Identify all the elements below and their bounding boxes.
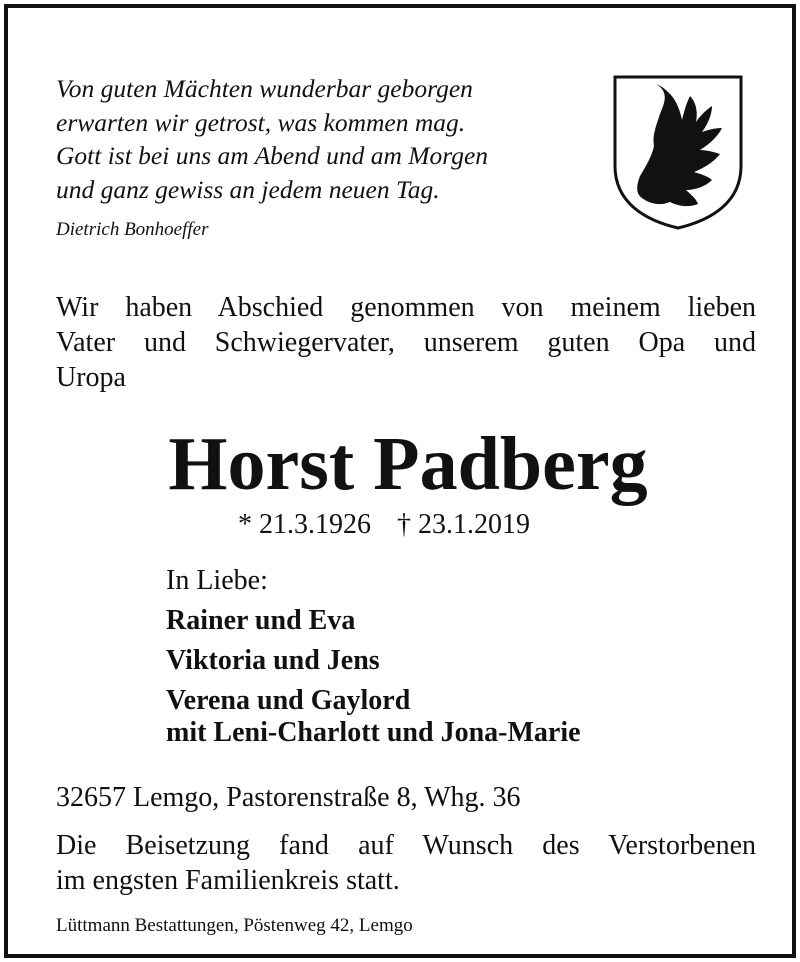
mourner-line: Viktoria und Jens xyxy=(166,645,380,676)
antler-coat-of-arms-icon xyxy=(612,74,744,230)
poem-line: erwarten wir getrost, was kommen mag. xyxy=(56,107,466,137)
notice-line: Die Beisetzung fand auf Wunsch des Verstorbenen xyxy=(56,830,756,861)
poem-author: Dietrich Bonhoeffer xyxy=(56,219,209,240)
mourner-line: mit Leni-Charlott und Jona-Marie xyxy=(166,717,581,748)
intro-line: Wir haben Abschied genommen von meinem lieben xyxy=(56,292,756,323)
poem-line: Gott ist bei uns am Abend und am Morgen xyxy=(56,141,489,170)
intro-line: Vater und Schwiegervater, unserem guten Opa und xyxy=(56,327,756,358)
mourner-line: Rainer und Eva xyxy=(166,605,356,636)
poem-line: Von guten Mächten wunderbar geborgen xyxy=(56,74,473,103)
mourner-line: Verena und Gaylord xyxy=(166,685,411,716)
address: 32657 Lemgo, Pastorenstraße 8, Whg. 36 xyxy=(56,782,521,813)
burial-notice xyxy=(56,828,756,898)
deceased-name: Horst Padberg xyxy=(168,422,648,506)
life-dates xyxy=(238,507,530,543)
intro-line: Uropa xyxy=(56,362,126,393)
intro-text xyxy=(56,290,756,395)
birth-date: * 21.3.1926 xyxy=(238,509,371,540)
mourners-list xyxy=(166,605,581,749)
obituary-frame xyxy=(4,4,796,958)
death-date: † 23.1.2019 xyxy=(397,509,530,540)
notice-line: im engsten Familienkreis statt. xyxy=(56,865,400,896)
mourners-label: In Liebe: xyxy=(166,565,268,596)
undertaker: Lüttmann Bestattungen, Pöstenweg 42, Lemgo xyxy=(56,915,413,936)
poem-line: und ganz gewiss an jedem neuen Tag. xyxy=(56,174,440,204)
poem xyxy=(56,72,596,206)
